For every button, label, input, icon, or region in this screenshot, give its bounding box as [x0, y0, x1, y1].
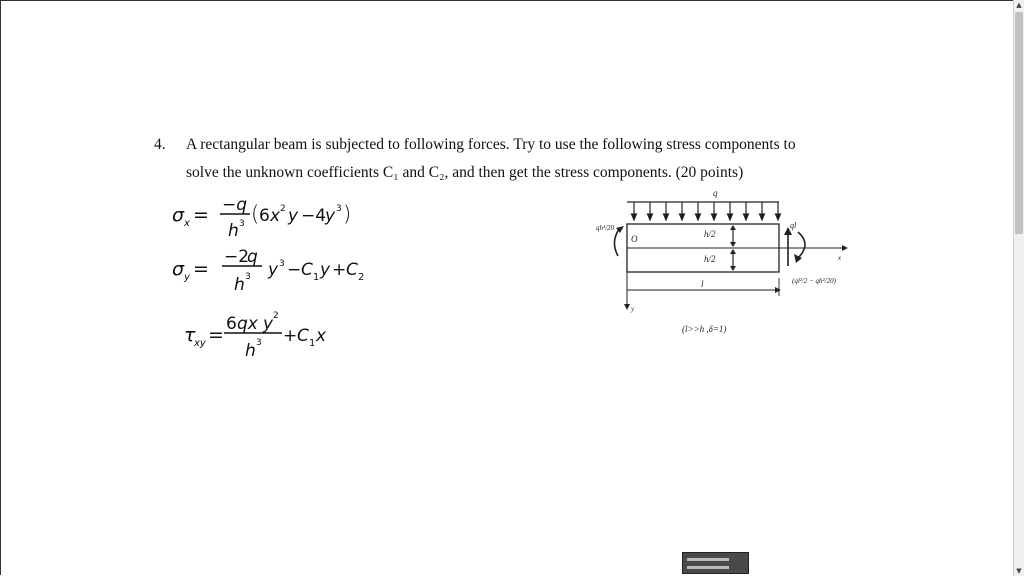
problem-text-line-2: solve the unknown coefficients C₁ and C₂, and then get the stress components. (20 points)	[186, 164, 744, 181]
svg-text:h: h	[234, 275, 245, 295]
svg-text:y: y	[263, 314, 274, 334]
left-moment-label: qh²/20	[596, 224, 615, 232]
svg-text:h: h	[245, 341, 256, 361]
load-arrow-head	[696, 214, 701, 220]
svg-text:2: 2	[273, 311, 279, 321]
svg-text:=: =	[193, 258, 209, 280]
svg-text:C: C	[346, 260, 358, 280]
load-arrow-head	[680, 214, 685, 220]
svg-text:3: 3	[279, 259, 285, 269]
svg-text:1: 1	[313, 272, 320, 283]
svg-text:σ: σ	[172, 258, 185, 280]
load-arrow-head	[632, 214, 637, 220]
svg-text:=: =	[208, 324, 224, 346]
load-arrow-head	[664, 214, 669, 220]
problem-text-line-1: A rectangular beam is subjected to following forces. Try to use the following stress components to	[186, 136, 796, 153]
half-height-label-top: h/2	[704, 229, 716, 239]
svg-text:y: y	[268, 260, 279, 280]
load-arrow-head	[648, 214, 653, 220]
problem-number: 4.	[154, 136, 166, 153]
svg-text:(: (	[251, 202, 260, 226]
vertical-scrollbar[interactable]	[1013, 0, 1024, 576]
svg-text:−: −	[287, 260, 302, 280]
svg-text:=: =	[193, 204, 209, 226]
beam-diagram	[590, 186, 860, 346]
svg-text:xy: xy	[194, 338, 206, 349]
half-height-label-bottom: h/2	[704, 254, 716, 264]
svg-text:h: h	[228, 221, 239, 241]
svg-text:τ: τ	[184, 324, 196, 346]
svg-text:2: 2	[358, 272, 365, 283]
svg-text:3: 3	[245, 272, 251, 282]
y-axis-label: y	[631, 305, 635, 313]
right-moment-label: (ql²/2 − qh²/20)	[792, 277, 836, 285]
x-axis-label: x	[838, 254, 842, 262]
svg-text:y: y	[288, 206, 299, 226]
svg-text:+: +	[332, 260, 347, 280]
svg-text:x: x	[270, 206, 281, 226]
distributed-load-arrows	[627, 202, 781, 220]
svg-text:q: q	[247, 247, 258, 267]
condition-label: (l>>h ,δ=1)	[682, 324, 727, 334]
length-label: l	[701, 279, 704, 289]
right-moment-arc-icon	[798, 232, 805, 258]
load-arrow-head	[744, 214, 749, 220]
svg-text:): )	[343, 202, 352, 226]
svg-text:+: +	[283, 326, 298, 346]
svg-text:y: y	[184, 272, 190, 283]
svg-text:2: 2	[280, 204, 286, 214]
svg-text:σ: σ	[172, 204, 185, 226]
load-arrow-head	[728, 214, 733, 220]
svg-text:6: 6	[226, 314, 237, 334]
svg-text:C: C	[297, 326, 309, 346]
svg-text:3: 3	[256, 338, 262, 348]
scroll-up-arrow-icon[interactable]: ▲	[1016, 1, 1022, 9]
svg-text:y: y	[320, 260, 331, 280]
svg-text:−q: −q	[222, 195, 248, 215]
svg-text:3: 3	[239, 219, 245, 229]
origin-label: O	[631, 234, 638, 244]
svg-text:x: x	[316, 326, 327, 346]
svg-text:qx: qx	[237, 314, 258, 334]
load-label: q	[713, 188, 718, 198]
svg-text:C: C	[301, 260, 313, 280]
svg-text:y: y	[325, 206, 336, 226]
watermark-badge	[682, 552, 749, 574]
svg-text:6: 6	[259, 206, 270, 226]
left-moment-arc-icon	[614, 228, 620, 256]
svg-text:−4: −4	[301, 206, 327, 226]
svg-text:x: x	[184, 218, 190, 229]
right-shear-label: ql	[790, 221, 797, 230]
load-arrow-head	[776, 214, 781, 220]
load-arrow-head	[712, 214, 717, 220]
scroll-down-arrow-icon[interactable]: ▼	[1016, 567, 1022, 575]
load-arrow-head	[760, 214, 765, 220]
svg-text:3: 3	[336, 204, 342, 214]
svg-text:1: 1	[309, 338, 316, 349]
scroll-thumb[interactable]	[1015, 12, 1023, 234]
svg-text:−2: −2	[224, 247, 250, 267]
